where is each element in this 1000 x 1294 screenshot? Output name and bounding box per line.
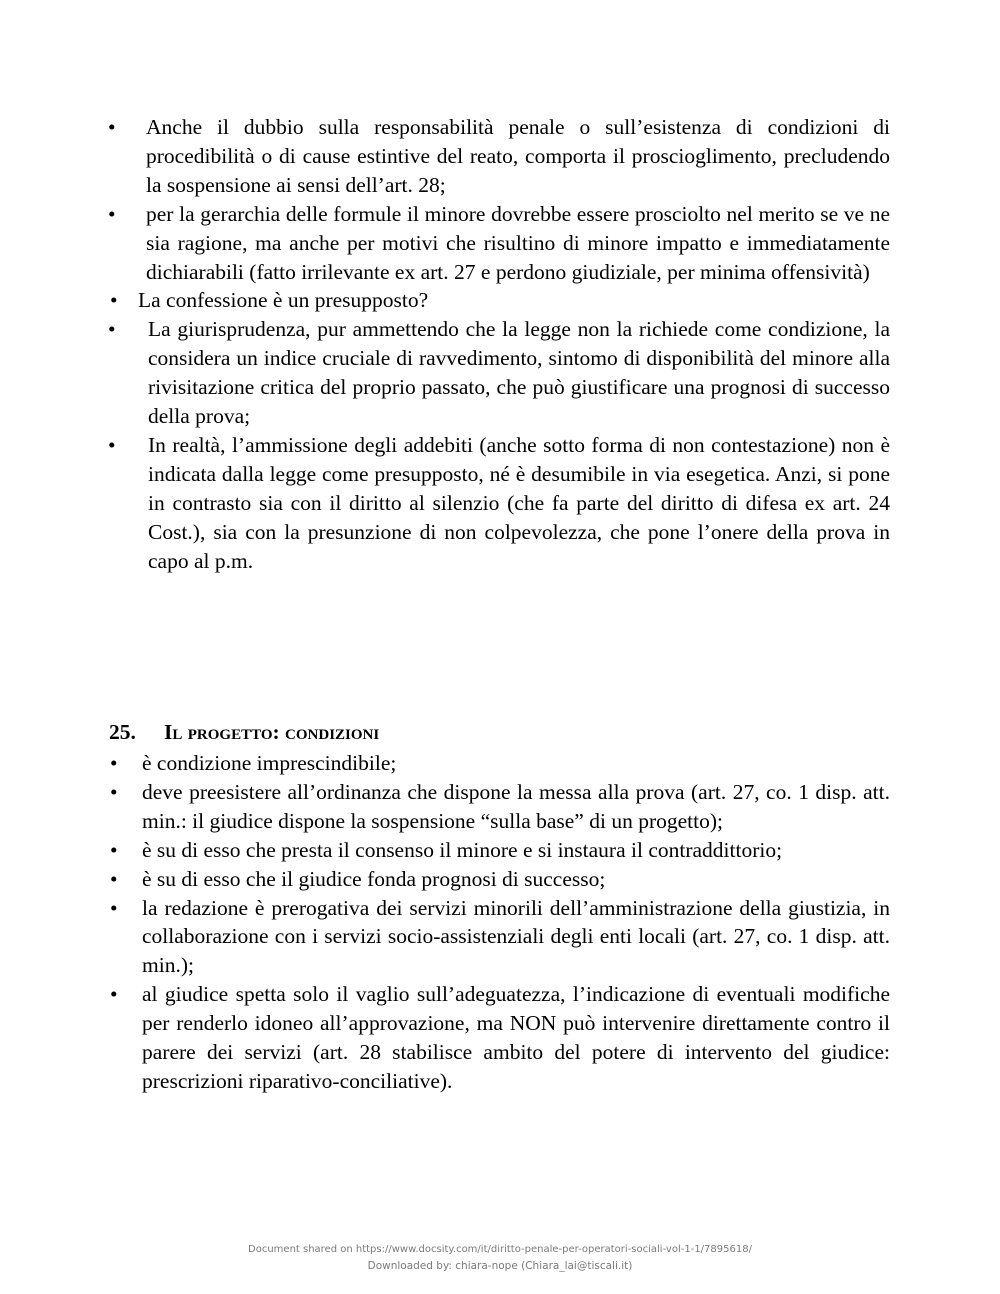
bullet-marker: • bbox=[110, 288, 118, 313]
list-item-text: è su di esso che il giudice fonda prognosi di successo; bbox=[142, 866, 606, 891]
list-item-text: è su di esso che presta il consenso il minore e si instaura il contraddittorio; bbox=[142, 837, 783, 862]
section-title: Il progetto: condizioni bbox=[164, 720, 380, 744]
bullet-marker: • bbox=[110, 837, 118, 862]
list-item bbox=[0, 749, 1000, 778]
list-item-text: Anche il dubbio sulla responsabilità penale o sull’esistenza di condizioni di procedibilità o di cause estintive del reato, comporta il proscioglimento, precludendo la sospensione ai sensi dell’art. 28; bbox=[146, 115, 890, 197]
list-item bbox=[0, 894, 1000, 981]
bullet-marker: • bbox=[108, 317, 116, 342]
list-item-text: al giudice spetta solo il vaglio sull’adeguatezza, l’indicazione di eventuali modifiche per renderlo idoneo all’approvazione, ma NON può intervenire direttamente contro il parere dei servizi (art. 28 stabilisce ambito del potere di intervento del giudice: prescrizioni riparativo-conciliative). bbox=[142, 982, 890, 1093]
list-item bbox=[0, 431, 1000, 576]
bullet-marker: • bbox=[110, 982, 118, 1007]
bullet-marker: • bbox=[110, 866, 118, 891]
list-item bbox=[0, 315, 1000, 431]
list-item bbox=[0, 113, 1000, 200]
list-item bbox=[0, 778, 1000, 836]
bullet-marker: • bbox=[110, 751, 118, 775]
list-item-text: In realtà, l’ammissione degli addebiti (anche sotto forma di non contestazione) non è indicata dalla legge come presupposto, né è desumibile in via esegetica. Anzi, si pone in contrasto sia con il diritto al silenzio (che fa parte del diritto di difesa ex art. 24 Cost.), sia con la presunzione di non colpevolezza, che pone l’onere della prova in capo al p.m. bbox=[148, 432, 890, 573]
list-item bbox=[0, 865, 1000, 894]
list-item-text: deve preesistere all’ordinanza che dispone la messa alla prova (art. 27, co. 1 disp. att. min.: il giudice dispone la sospensione “sulla base” di un progetto); bbox=[142, 779, 890, 833]
bullet-list-presupposti bbox=[0, 113, 1000, 576]
bullet-marker: • bbox=[108, 201, 116, 226]
bullet-marker: • bbox=[108, 432, 116, 457]
footer-downloaded-by: Downloaded by: chiara-nope (Chiara_lai@tiscali.it) bbox=[367, 1260, 633, 1272]
section-heading bbox=[109, 718, 379, 746]
list-item bbox=[0, 286, 1000, 315]
list-item-text: per la gerarchia delle formule il minore dovrebbe essere prosciolto nel merito se ve ne sia ragione, ma anche per motivi che risultino di minore impatto e immediatamente dichiarabili (fatto irrilevante ex art. 27 e perdono giudiziale, per minima offensività) bbox=[146, 201, 890, 284]
footer-shared-link[interactable]: Document shared on https://www.docsity.com/it/diritto-penale-per-operatori-sociali-vol-1-1/7895618/ bbox=[248, 1244, 752, 1255]
section-number: 25. bbox=[109, 720, 136, 744]
bullet-list-progetto bbox=[0, 749, 1000, 1096]
list-item-text: La confessione è un presupposto? bbox=[138, 288, 429, 313]
list-item bbox=[0, 200, 1000, 287]
bullet-marker: • bbox=[108, 115, 116, 139]
list-item-text: è condizione imprescindibile; bbox=[142, 751, 397, 775]
list-item bbox=[0, 980, 1000, 1096]
list-item-text: La giurisprudenza, pur ammettendo che la legge non la richiede come condizione, la considera un indice cruciale di ravvedimento, sintomo di disponibilità del minore alla rivisitazione critica del proprio passato, che può giustificare una prognosi di successo della prova; bbox=[148, 317, 890, 429]
bullet-marker: • bbox=[110, 779, 118, 804]
bullet-marker: • bbox=[110, 895, 118, 920]
list-item bbox=[0, 836, 1000, 865]
list-item-text: la redazione è prerogativa dei servizi minorili dell’amministrazione della giustizia, in collaborazione con i servizi socio-assistenziali degli enti locali (art. 27, co. 1 disp. att. min.); bbox=[142, 895, 890, 978]
